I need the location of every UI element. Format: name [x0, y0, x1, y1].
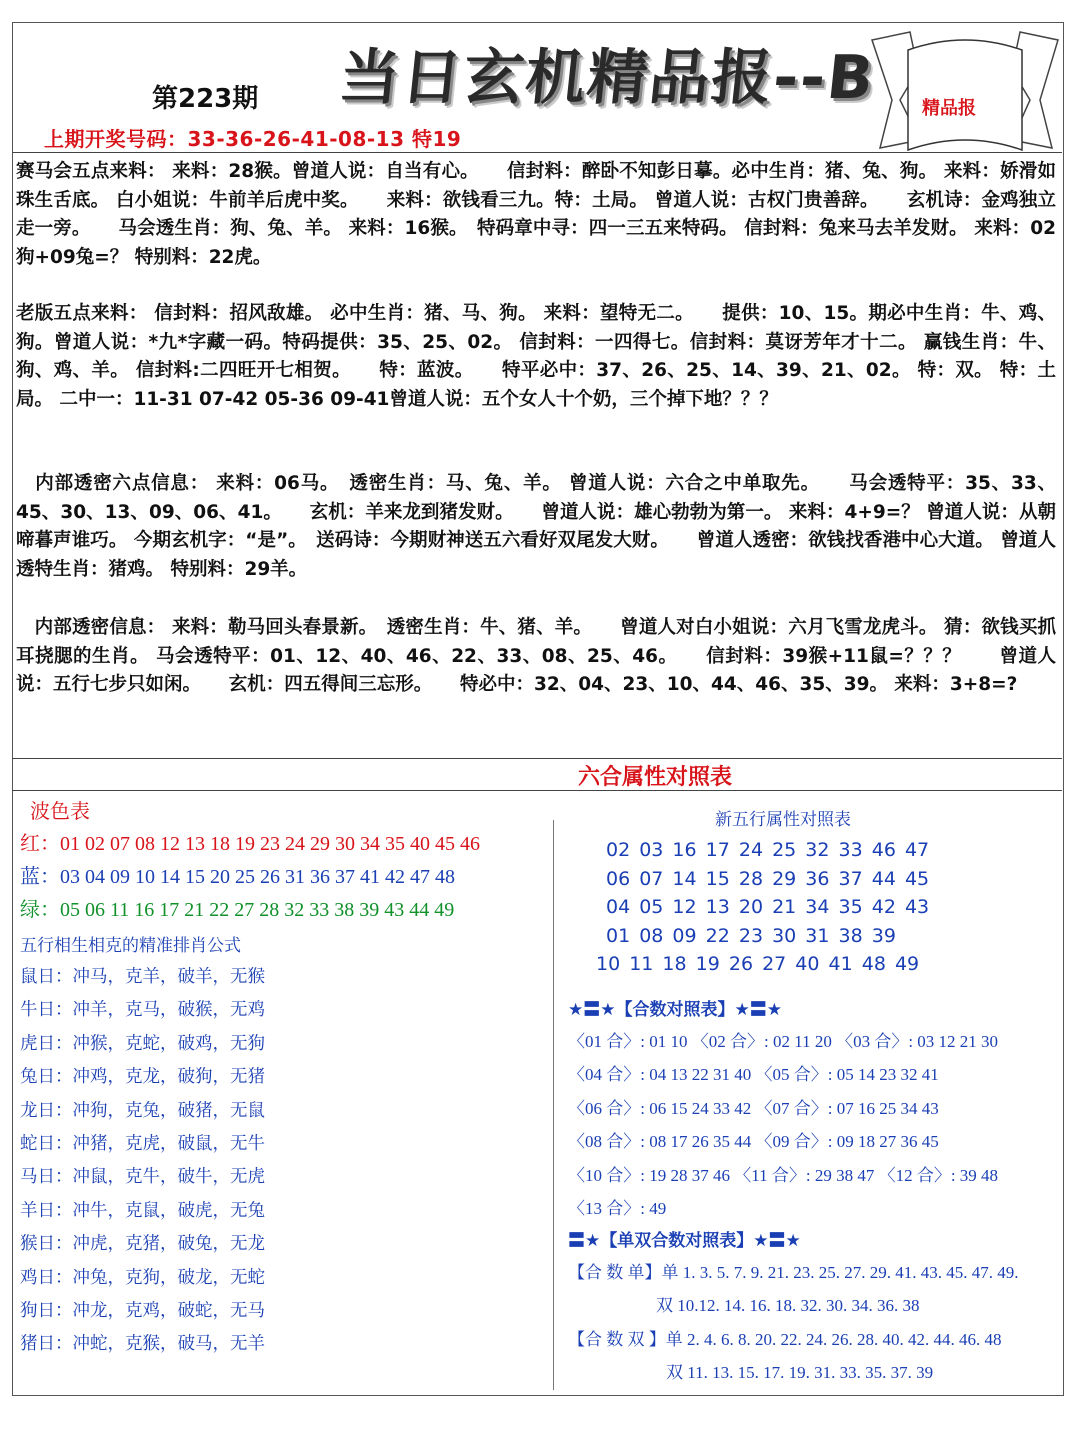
text-block-3: 内部透密六点信息： 来料：06马。 透密生肖：马、兔、羊。 曾道人说：六合之中单取先。 马会透特平：35、33、45、30、13、09、06、41。 玄机：羊来龙到猪发财。 曾道人说：雄心勃勃为第一。 来料：4+9=？ 曾道人说：从朝啼暮声谁巧。 今期玄机字：“是”。 送码诗：今期财神送五六看好双尾发大财。 曾道人透密：欲钱找香港中心大道。 曾道人透特生肖：猪鸡。 特别料：29羊。 [16, 473, 1056, 580]
banner-label: 精品报 [922, 98, 976, 119]
left-column [20, 795, 550, 1362]
sum-row: 〈13 合〉: 49 [568, 1199, 667, 1219]
formula-row: 兔日：冲鸡，克龙，破狗，无猪 [20, 1067, 265, 1088]
odd-even-table-title: 〓★【单双合数对照表】★〓★ [568, 1230, 801, 1251]
five-elements-row: 06 07 14 15 28 29 36 37 44 45 [606, 867, 930, 890]
right-column [568, 808, 1058, 1390]
five-elements-row: 02 03 16 17 24 25 32 33 46 47 [606, 839, 930, 861]
new-five-elements-title: 新五行属性对照表 [715, 810, 851, 830]
sum-row: 〈08 合〉: 08 17 26 35 44 〈09 合〉: 09 18 27 36 45 [568, 1132, 939, 1152]
formula-row: 牛日：冲羊，克马，破猴，无鸡 [20, 1000, 265, 1021]
reference-title: 六合属性对照表 [577, 765, 732, 790]
text-block-4: 内部透密信息： 来料：勒马回头春景新。 透密生肖：牛、猪、羊。 曾道人对白小姐说：六月飞雪龙虎斗。 猜：欲钱买抓耳挠腮的生肖。 马会透特平：01、12、40、46、22、33、08、25、46。 信封料：39猴+11鼠=？？？ 曾道人说：五行七步只如闲。 玄机：四五得间三忘形。 特必中：32、04、23、10、44、46、35、39。 来料：3+8=? [16, 617, 1056, 696]
issue-number: 第223期 [152, 84, 259, 114]
five-elements-row: 04 05 12 13 20 21 34 35 42 43 [606, 896, 930, 919]
divider [12, 152, 1062, 153]
sum-row: 〈01 合〉: 01 10 〈02 合〉: 02 11 20 〈03 合〉: 03 12 21 30 [568, 1031, 999, 1051]
divider [12, 790, 1062, 791]
formula-row: 鸡日：冲兔，克狗，破龙，无蛇 [20, 1267, 265, 1288]
sum-row: 〈10 合〉: 19 28 37 46 〈11 合〉: 29 38 47 〈12 合〉: 39 48 [568, 1165, 999, 1185]
five-elements-row: 10 11 18 19 26 27 40 41 48 49 [596, 953, 920, 976]
formula-row: 羊日：冲牛，克鼠，破虎，无兔 [20, 1200, 265, 1221]
formula-row: 蛇日：冲猪，克虎，破鼠，无牛 [20, 1134, 265, 1155]
text-block-2: 老版五点来料： 信封料：招风敌雄。 必中生肖：猪、马、狗。 来料：望特无二。 提供：10、15。期必中生肖：牛、鸡、狗。曾道人说：*九*字藏一码。特码提供：35、25、02。 信封料：一四得七。信封料：莫讶芳年才十二。 赢钱生肖：牛、狗、鸡、羊。 信封料:二四旺开七相贺。 特：蓝波。 特平必中：37、26、25、14、39、21、02。 特：双。 特：土局。 二中一：11-31 07-42 05-36 09-41曾道人说：五个女人十个奶，三个掉下地？？？ [16, 303, 1056, 410]
sum-table-title: ★〓★【合数对照表】★〓★ [568, 999, 782, 1020]
text-block-1: 赛马会五点来料： 来料：28猴。曾道人说：自当有心。 信封料：醉卧不知彭日摹。必中生肖：猪、兔、狗。 来料：娇滑如珠生舌底。 白小姐说：牛前羊后虎中奖。 来料：欲钱看三九。特：土局。 曾道人说：古权门贵善辞。 玄机诗：金鸡独立走一旁。 马会透生肖：狗、兔、羊。 来料：16猴。 特码章中寻：四一三五来特码。 信封料：兔来马去羊发财。 来料：02狗+09兔=？ 特别料：22虎。 [16, 161, 1056, 268]
formula-row: 马日：冲鼠，克牛，破牛，无虎 [20, 1167, 265, 1188]
last-draw-numbers: 上期开奖号码：33-36-26-41-08-13 特19 [44, 127, 462, 151]
formula-row: 龙日：冲狗，克兔，破猪，无鼠 [20, 1100, 265, 1121]
wave-green-row: 绿：05 06 11 16 17 21 22 27 28 32 33 38 39 43 44 49 [20, 899, 455, 921]
formula-row: 鼠日：冲马，克羊，破羊，无猴 [20, 967, 265, 987]
formula-row: 猪日：冲蛇，克猴，破马，无羊 [20, 1334, 265, 1355]
odd-even-row: 【合 数 单】单 1. 3. 5. 7. 9. 21. 23. 25. 27. 29. 41. 43. 45. 47. 49. [568, 1262, 1019, 1282]
formula-row: 猴日：冲虎，克猪，破兔，无龙 [20, 1234, 265, 1255]
wave-blue-row: 蓝：03 04 09 10 14 15 20 25 26 31 36 37 41 42 47 48 [20, 866, 455, 888]
odd-even-row: 双 11. 13. 15. 17. 19. 31. 33. 35. 37. 39 [666, 1363, 934, 1383]
sum-row: 〈06 合〉: 06 15 24 33 42 〈07 合〉: 07 16 25 34 43 [568, 1098, 939, 1118]
wave-red-row: 红：01 02 07 08 12 13 18 19 23 24 29 30 34 35 40 45 46 [20, 833, 480, 855]
page-title: 当日玄机精品报--B [335, 43, 879, 113]
formula-title: 五行相生相克的精准排肖公式 [20, 936, 241, 956]
wave-table-title: 波色表 [30, 799, 90, 823]
five-elements-row: 01 08 09 22 23 30 31 38 39 [606, 924, 896, 947]
formula-row: 狗日：冲龙，克鸡，破蛇，无马 [20, 1301, 265, 1322]
column-divider [553, 820, 554, 1390]
odd-even-row: 【合 数 双 】单 2. 4. 6. 8. 20. 22. 24. 26. 28. 40. 42. 44. 46. 48 [568, 1329, 1002, 1349]
formula-row: 虎日：冲猴，克蛇，破鸡，无狗 [20, 1033, 265, 1054]
divider [12, 758, 1062, 759]
sum-row: 〈04 合〉: 04 13 22 31 40 〈05 合〉: 05 14 23 32 41 [568, 1065, 939, 1085]
odd-even-row: 双 10.12. 14. 16. 18. 32. 30. 34. 36. 38 [656, 1296, 920, 1316]
